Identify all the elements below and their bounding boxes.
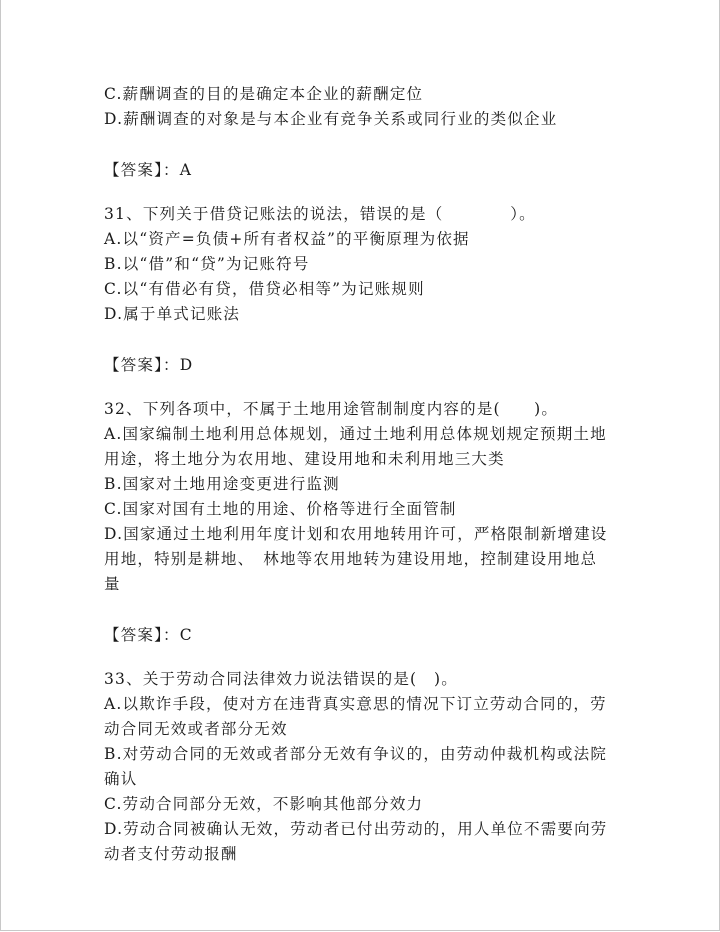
option-b: B.国家对土地用途变更进行监测 <box>104 475 340 493</box>
option-c: C.薪酬调查的目的是确定本企业的薪酬定位 <box>104 85 424 103</box>
question-33-stem: 33、关于劳动合同法律效力说法错误的是( )。 <box>104 670 458 688</box>
option-d-continued: 量 <box>104 575 121 593</box>
option-b-continued: 确认 <box>104 770 138 788</box>
option-a-continued: 动合同无效或者部分无效 <box>104 720 288 738</box>
option-d: D.薪酬调查的对象是与本企业有竞争关系或同行业的类似企业 <box>104 110 558 128</box>
answer-line: 【答案】：A <box>104 161 193 179</box>
option-a: A.以“资产=负债+所有者权益”的平衡原理为依据 <box>104 230 470 248</box>
option-d-continued: 用地，特别是耕地、 林地等农用地转为建设用地，控制建设用地总 <box>104 550 598 568</box>
question-31 <box>104 202 614 327</box>
answer-line: 【答案】：C <box>104 626 193 644</box>
option-c: C.以“有借必有贷，借贷必相等”为记账规则 <box>104 280 425 298</box>
option-d: D.劳动合同被确认无效，劳动者已付出劳动的，用人单位不需要向劳 <box>104 820 608 838</box>
option-b: B.对劳动合同的无效或者部分无效有争议的，由劳动仲裁机构或法院 <box>104 745 608 763</box>
option-b: B.以“借”和“贷”为记账符号 <box>104 255 310 273</box>
question-32-stem: 32、下列各项中，不属于土地用途管制制度内容的是( )。 <box>104 400 559 418</box>
question-31-stem: 31、下列关于借贷记账法的说法，错误的是（ ）。 <box>104 205 536 223</box>
option-d-continued: 动者支付劳动报酬 <box>104 845 238 863</box>
option-c: C.国家对国有土地的用途、价格等进行全面管制 <box>104 500 457 518</box>
document-body <box>104 82 614 867</box>
option-d: D.属于单式记账法 <box>104 305 241 323</box>
option-a-continued: 用途，将土地分为农用地、建设用地和未利用地三大类 <box>104 450 505 468</box>
option-a: A.以欺诈手段，使对方在违背真实意思的情况下订立劳动合同的，劳 <box>104 695 607 713</box>
answer-line: 【答案】：D <box>104 356 194 374</box>
option-a: A.国家编制土地利用总体规划，通过土地利用总体规划规定预期土地 <box>104 425 607 443</box>
prev-question-options <box>104 82 614 132</box>
option-d: D.国家通过土地利用年度计划和农用地转用许可，严格限制新增建设 <box>104 525 608 543</box>
question-33 <box>104 667 614 867</box>
question-32 <box>104 397 614 597</box>
option-c: C.劳动合同部分无效，不影响其他部分效力 <box>104 795 424 813</box>
